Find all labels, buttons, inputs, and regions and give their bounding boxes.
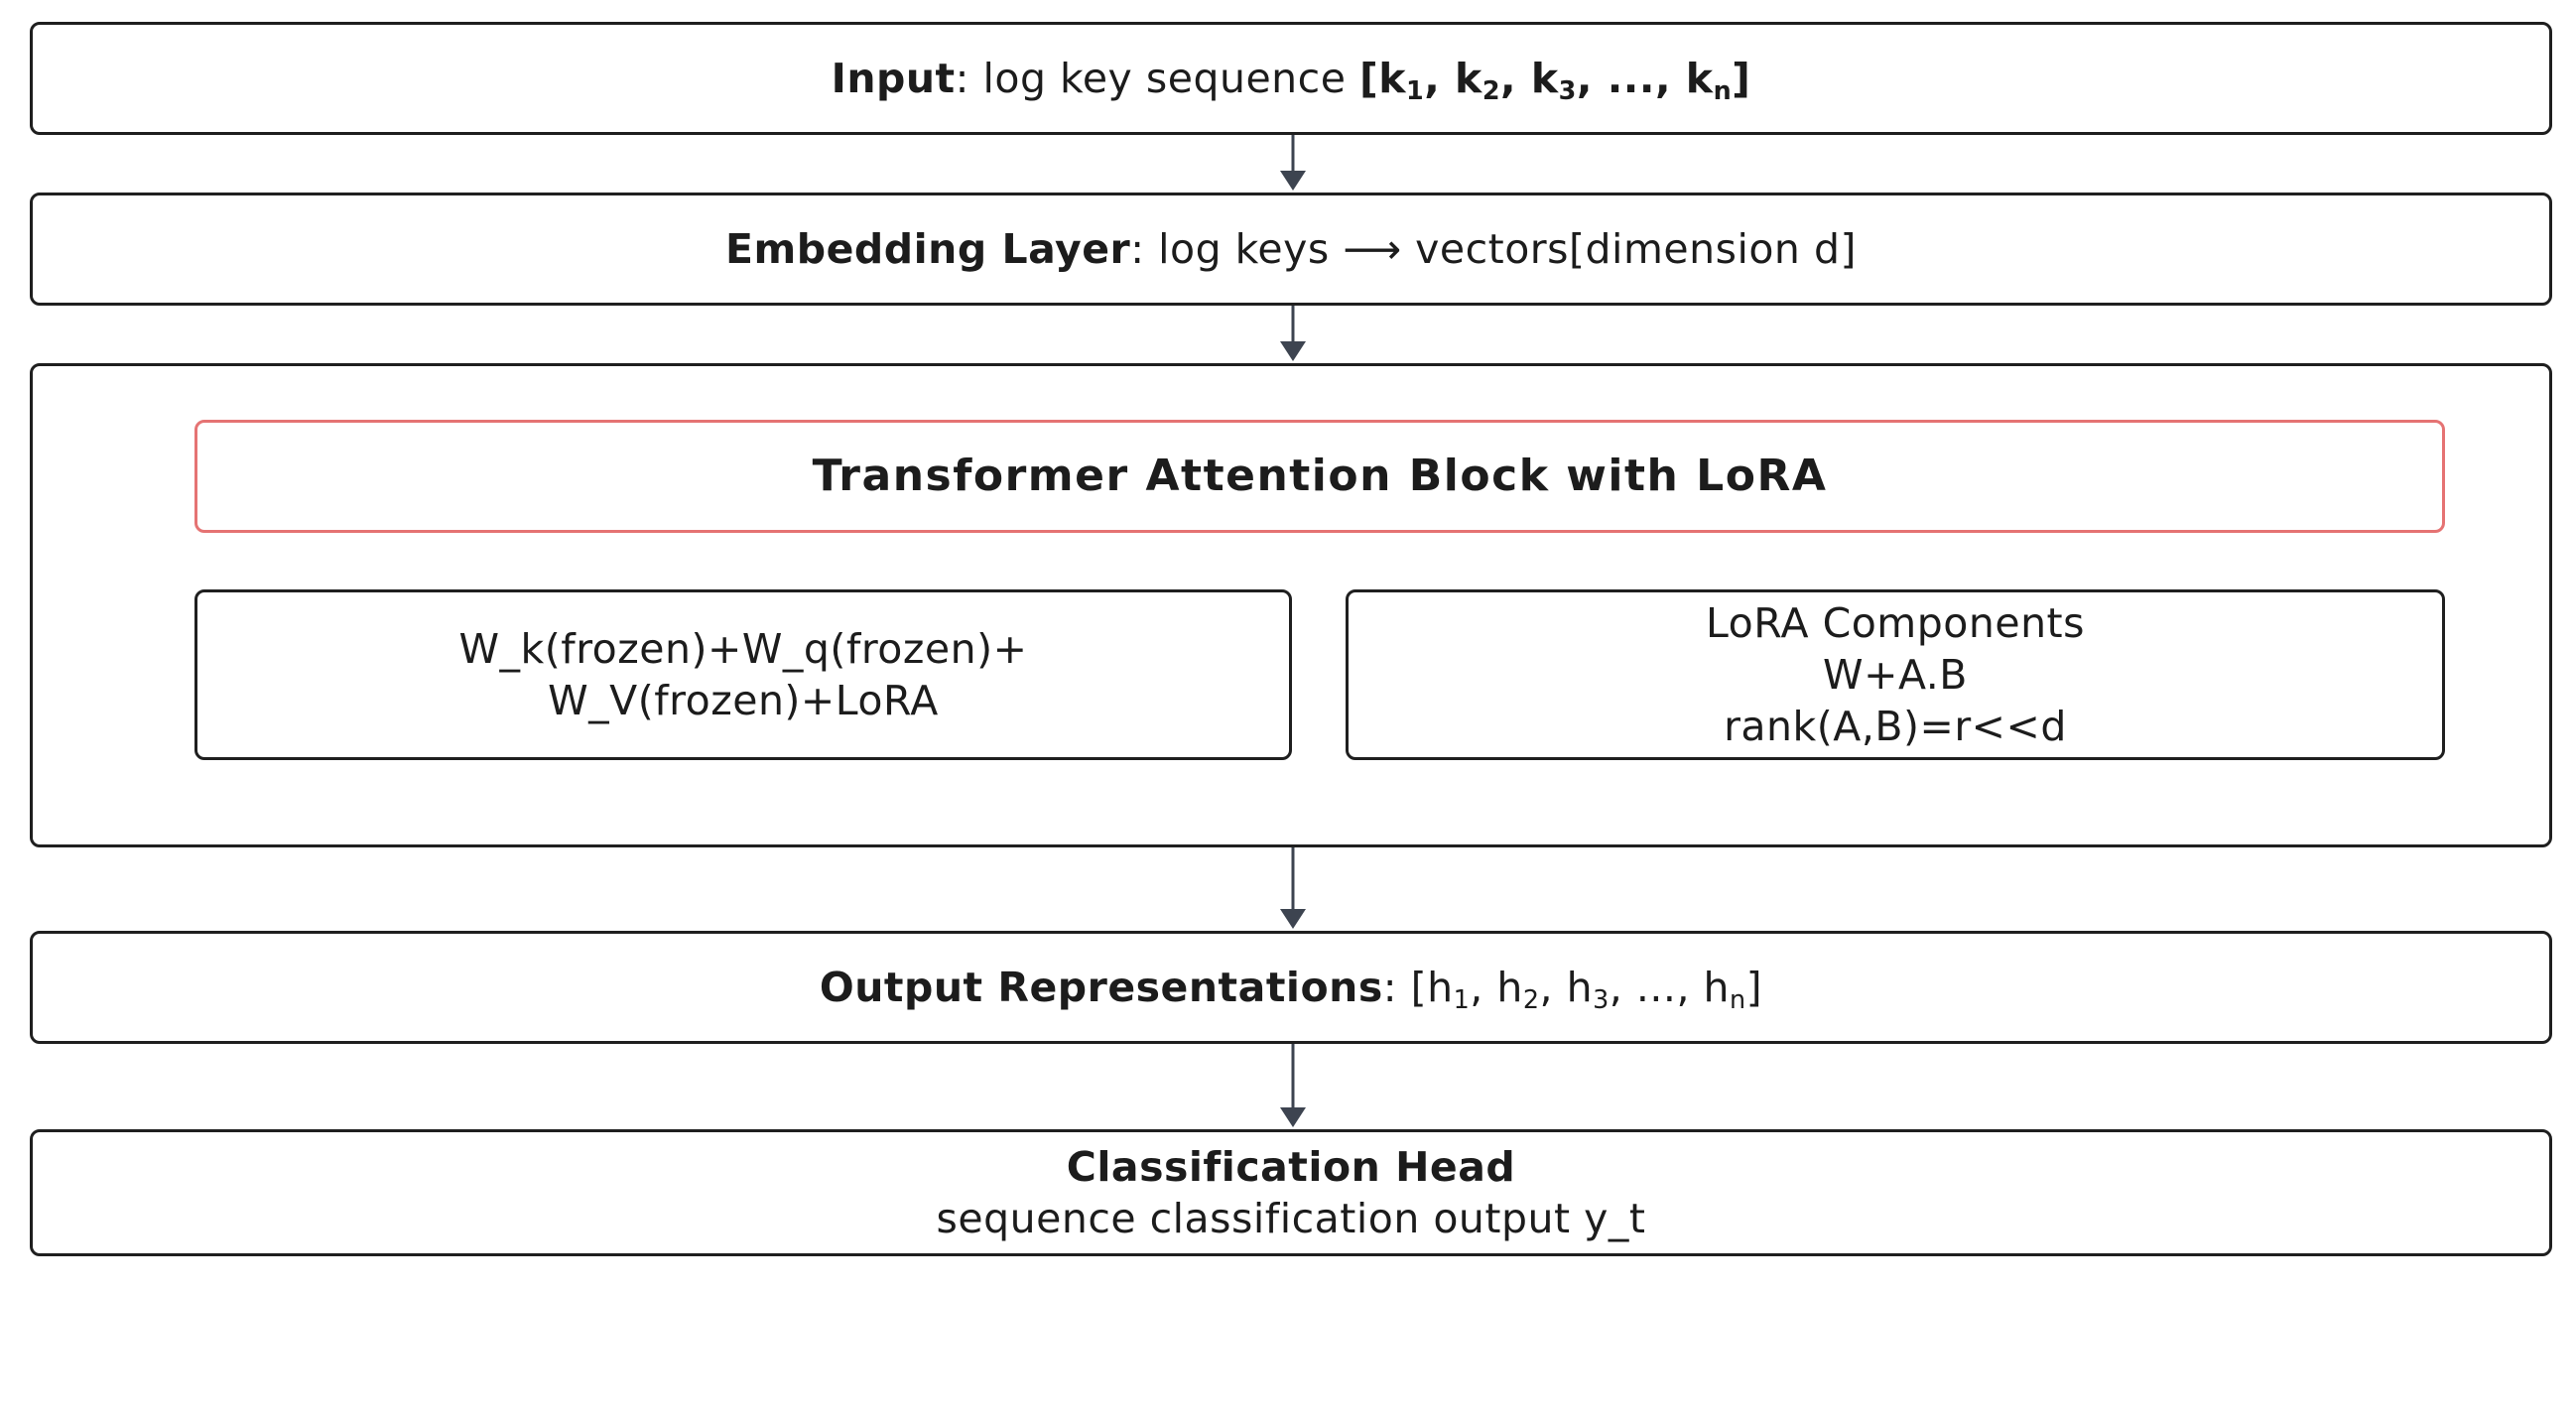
embedding-box-text — [725, 223, 1857, 275]
embedding-label: Embedding Layer — [725, 225, 1131, 273]
arrow-output-to-classification — [1280, 1044, 1306, 1127]
lora-components-rank: rank(A,B)=r<<d — [1724, 703, 2067, 750]
arrow-input-to-embedding — [1280, 135, 1306, 191]
arrow-embedding-to-transformer — [1280, 306, 1306, 361]
transformer-block-title-box — [194, 420, 2445, 533]
frozen-weights-line-2: W_V(frozen)+LoRA — [548, 677, 939, 724]
classification-head-description: sequence classification output y_t — [936, 1195, 1646, 1242]
output-representations-box — [30, 931, 2552, 1044]
embedding-layer-box — [30, 193, 2552, 306]
input-box — [30, 22, 2552, 135]
arrow-transformer-to-output — [1280, 847, 1306, 929]
transformer-block-title: Transformer Attention Block with LoRA — [812, 451, 1828, 501]
input-label: Input — [831, 55, 956, 102]
classification-head-label: Classification Head — [1066, 1143, 1516, 1191]
lora-components-formula: W+A.B — [1823, 651, 1968, 699]
embedding-description: : log keys ⟶ vectors[dimension d] — [1130, 225, 1857, 273]
lora-components-title: LoRA Components — [1705, 599, 2085, 647]
output-box-text: Output Representations: [$h_1$, $h_2$, $h_3$, ..., $h_n$] — [819, 964, 1763, 1015]
frozen-weights-box — [194, 589, 1292, 760]
frozen-weights-line-1: W_k(frozen)+W_q(frozen)+ — [458, 625, 1028, 673]
classification-head-box — [30, 1129, 2552, 1256]
output-sequence: [$h_1$, $h_2$, $h_3$, ..., $h_n$] — [1410, 964, 1763, 1015]
input-sequence: [$k_1$, $k_2$, $k_3$, ..., $k_n$] — [1358, 55, 1751, 106]
input-description: : log key sequence — [955, 55, 1359, 102]
lora-components-box — [1346, 589, 2445, 760]
output-label: Output Representations — [819, 964, 1383, 1011]
input-box-text — [832, 53, 1751, 104]
